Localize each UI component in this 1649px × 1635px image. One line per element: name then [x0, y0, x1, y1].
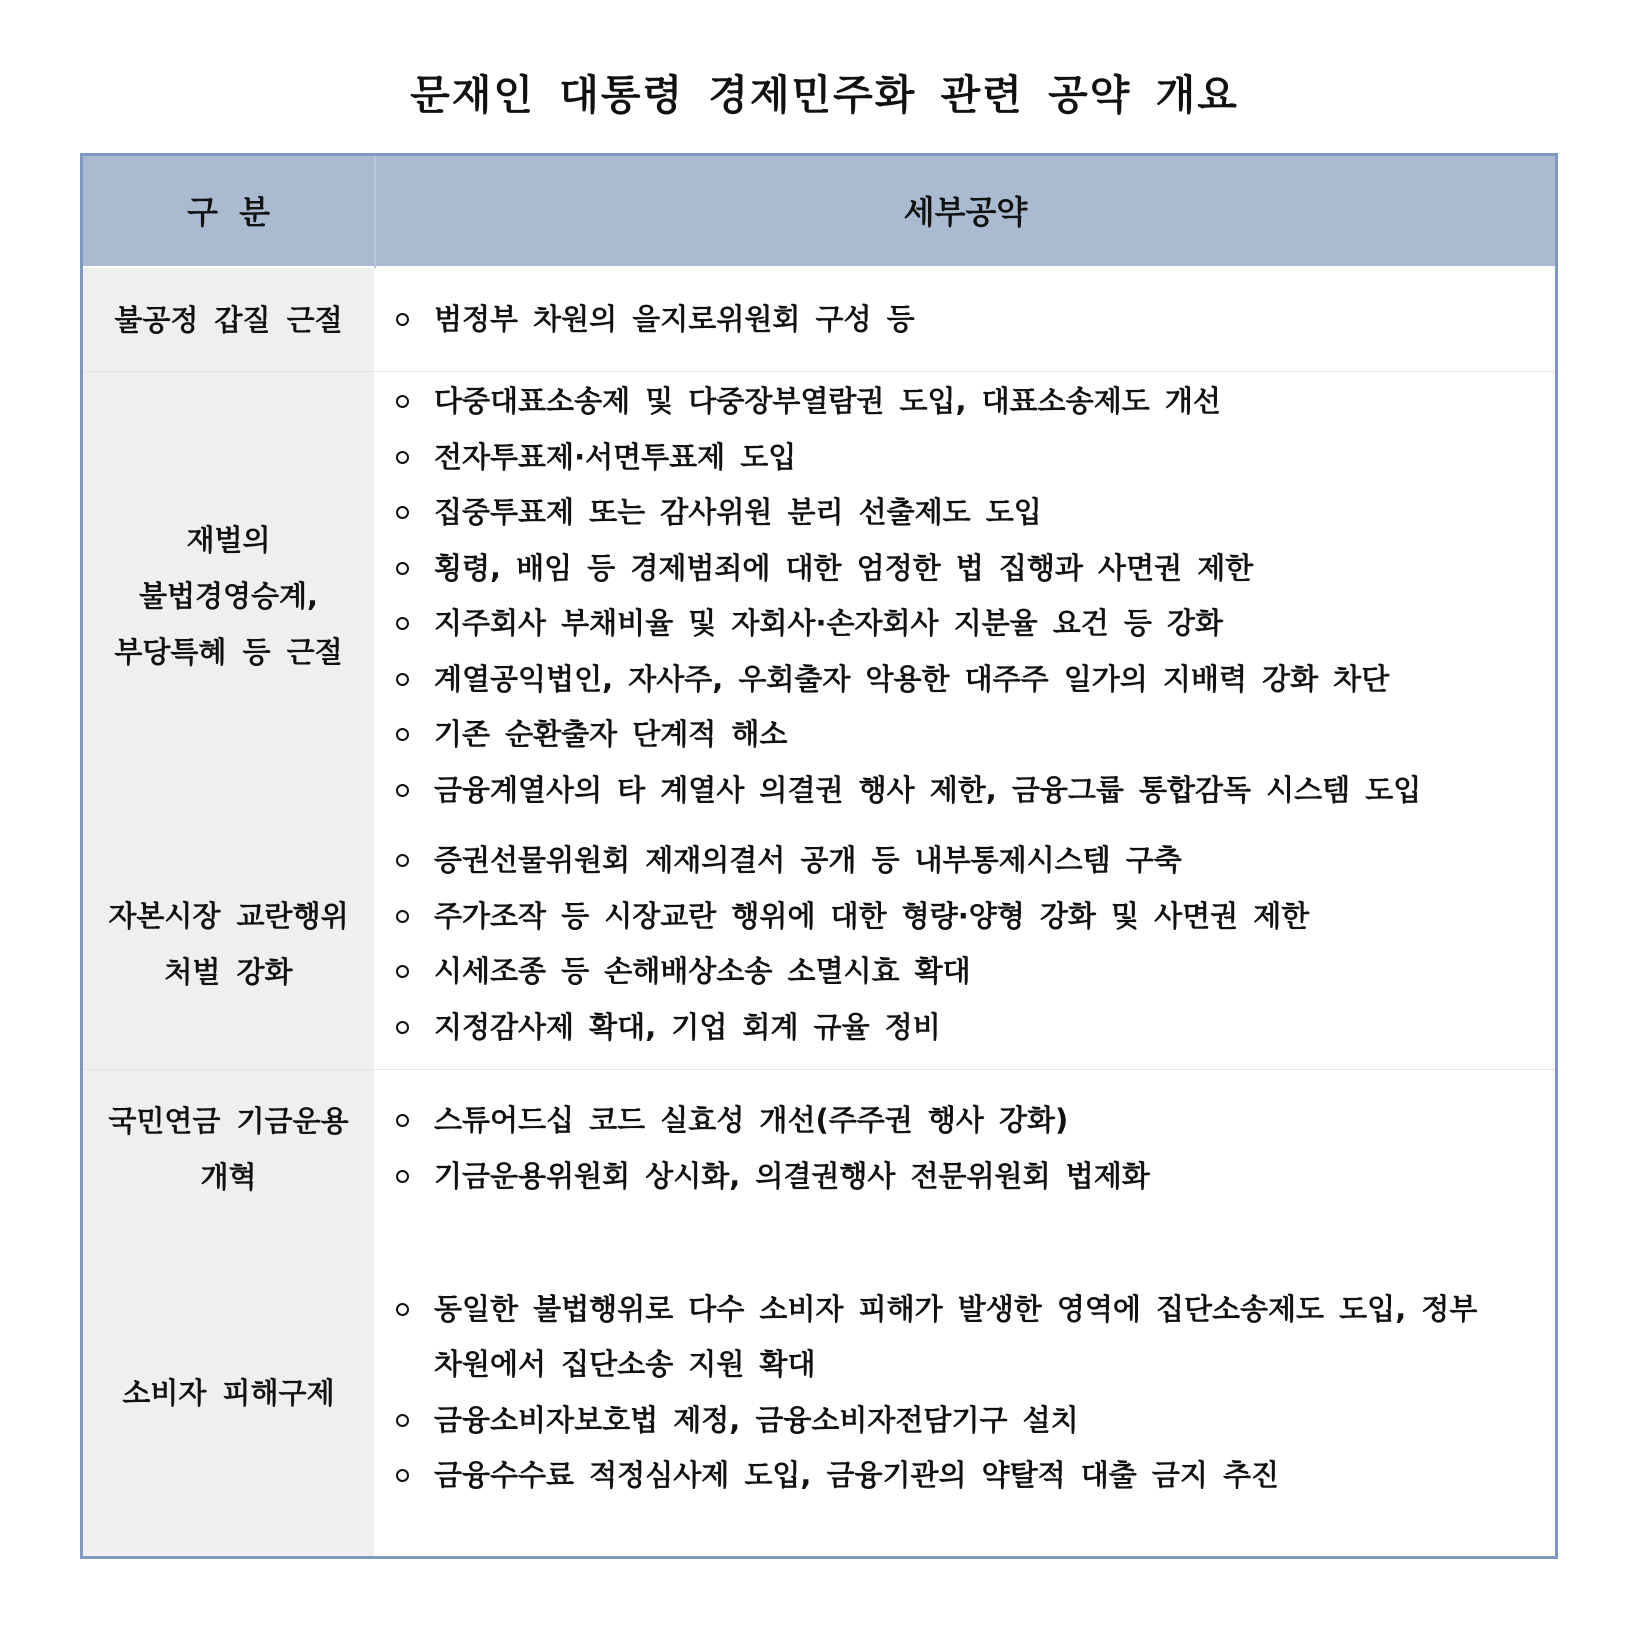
row-category: [83, 1070, 374, 1227]
circle-bullet-icon: [396, 1170, 409, 1183]
circle-bullet-icon: [396, 451, 409, 464]
table-row: [83, 371, 1555, 820]
list-item-text: 스튜어드십 코드 실효성 개선(주주권 행사 강화): [434, 1103, 1069, 1137]
circle-bullet-icon: [396, 910, 409, 923]
table-header: [83, 156, 1555, 268]
row-category-label: 국민연금 기금운용 개혁: [108, 1103, 349, 1194]
circle-bullet-icon: [396, 854, 409, 867]
row-items: [376, 1070, 1555, 1227]
circle-bullet-icon: [396, 617, 409, 630]
list-item-text: 다중대표소송제 및 다중장부열람권 도입, 대표소송제도 개선: [434, 384, 1221, 418]
list-item: [396, 485, 1555, 541]
circle-bullet-icon: [396, 728, 409, 741]
pledge-table: [80, 153, 1558, 1559]
list-item-text: 기존 순환출자 단계적 해소: [434, 717, 788, 751]
row-category-label: 불공정 갑질 근절: [114, 302, 343, 337]
list-item: [396, 1448, 1555, 1504]
list-item-text: 범정부 차원의 을지로위원회 구성 등: [434, 301, 915, 336]
list-item: [396, 707, 1555, 763]
list-item: [396, 1282, 1555, 1393]
list-item-text: 주가조작 등 시장교란 행위에 대한 형량·양형 강화 및 사면권 제한: [434, 898, 1310, 933]
row-category: [83, 819, 374, 1069]
circle-bullet-icon: [396, 1303, 409, 1316]
page-title: 문재인 대통령 경제민주화 관련 공약 개요: [410, 71, 1239, 119]
list-item: [396, 374, 1555, 430]
list-item: [396, 833, 1555, 889]
list-item: [396, 652, 1555, 708]
circle-bullet-icon: [396, 313, 409, 326]
header-category: 구 분: [187, 193, 270, 231]
list-item-text: 전자투표제·서면투표제 도입: [434, 439, 797, 474]
table-row: [83, 819, 1555, 1069]
circle-bullet-icon: [396, 1114, 409, 1127]
list-item: [396, 1149, 1555, 1205]
list-item-text: 계열공익법인, 자사주, 우회출자 악용한 대주주 일가의 지배력 강화 차단: [434, 661, 1390, 696]
list-item: [396, 541, 1555, 597]
circle-bullet-icon: [396, 562, 409, 575]
list-item-text: 금융계열사의 타 계열사 의결권 행사 제한, 금융그룹 통합감독 시스템 도입: [434, 772, 1422, 807]
list-item: [396, 763, 1555, 819]
list-item: [396, 944, 1555, 1000]
row-items: [376, 819, 1555, 1069]
list-item-text: 금융수수료 적정심사제 도입, 금융기관의 약탈적 대출 금지 추진: [434, 1458, 1280, 1492]
row-category-label: 소비자 피해구제: [122, 1375, 335, 1410]
list-item: [396, 1000, 1555, 1056]
circle-bullet-icon: [396, 673, 409, 686]
circle-bullet-icon: [396, 1469, 409, 1482]
row-category-label: 재벌의 불법경영승계, 부당특혜 등 근절: [114, 523, 343, 669]
list-item: [396, 1393, 1555, 1449]
list-item-text: 동일한 불법행위로 다수 소비자 피해가 발생한 영역에 집단소송제도 도입, 정부 차원에서 집단소송 지원 확대: [434, 1291, 1478, 1381]
row-category: [83, 372, 374, 820]
circle-bullet-icon: [396, 965, 409, 978]
row-items: [376, 268, 1555, 371]
list-item-text: 지주회사 부채비율 및 자회사·손자회사 지분율 요건 등 강화: [434, 606, 1224, 640]
list-item-text: 집중투표제 또는 감사위원 분리 선출제도 도입: [434, 495, 1042, 529]
row-items: [376, 1226, 1555, 1559]
circle-bullet-icon: [396, 1414, 409, 1427]
list-item-text: 증권선물위원회 제재의결서 공개 등 내부통제시스템 구축: [434, 843, 1182, 877]
table-row: [83, 1226, 1555, 1559]
list-item: [396, 1093, 1555, 1149]
list-item-text: 시세조종 등 손해배상소송 소멸시효 확대: [434, 954, 971, 988]
circle-bullet-icon: [396, 784, 409, 797]
circle-bullet-icon: [396, 506, 409, 519]
list-item-text: 금융소비자보호법 제정, 금융소비자전담기구 설치: [434, 1402, 1079, 1437]
row-category-label: 자본시장 교란행위 처벌 강화: [108, 899, 349, 989]
header-details: 세부공약: [903, 193, 1028, 231]
table-row: [83, 268, 1555, 371]
row-items: [376, 372, 1555, 820]
circle-bullet-icon: [396, 395, 409, 408]
list-item: [396, 292, 1555, 348]
list-item-text: 지정감사제 확대, 기업 회계 규율 정비: [434, 1009, 941, 1044]
row-category: [83, 268, 374, 371]
row-category: [83, 1226, 374, 1559]
list-item-text: 횡령, 배임 등 경제범죄에 대한 엄정한 법 집행과 사면권 제한: [434, 550, 1254, 585]
list-item: [396, 889, 1555, 945]
circle-bullet-icon: [396, 1021, 409, 1034]
list-item: [396, 596, 1555, 652]
table-row: [83, 1069, 1555, 1227]
list-item-text: 기금운용위원회 상시화, 의결권행사 전문위원회 법제화: [434, 1158, 1150, 1193]
list-item: [396, 430, 1555, 486]
